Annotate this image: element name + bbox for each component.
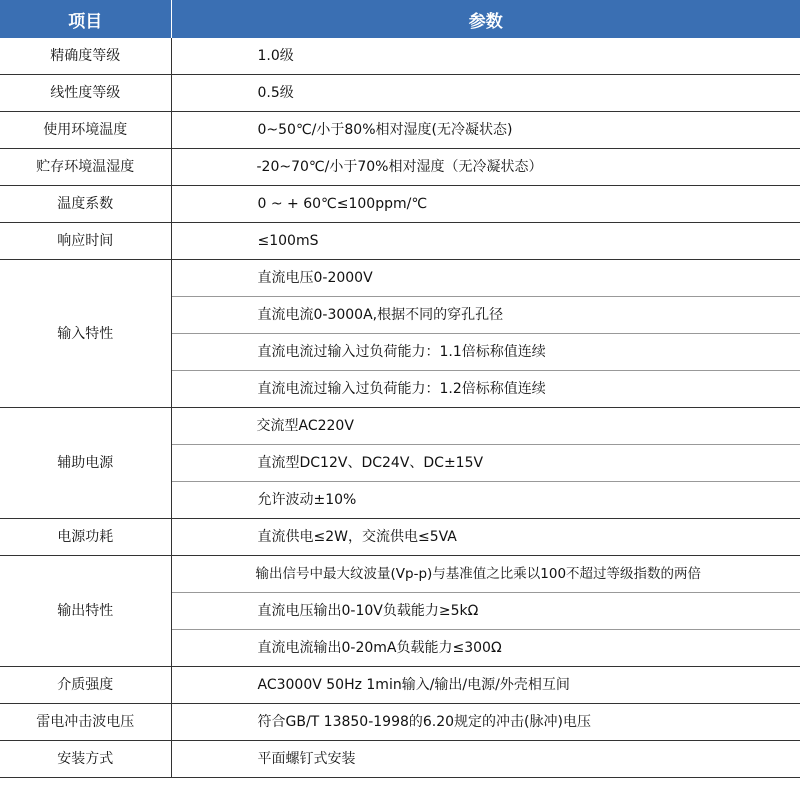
table-body bbox=[0, 38, 800, 778]
table-row bbox=[0, 223, 800, 260]
table-row bbox=[0, 408, 800, 445]
row-name-output: 输出特性 bbox=[0, 556, 171, 667]
row-value-input-2: 直流电流0-3000A,根据不同的穿孔孔径 bbox=[171, 297, 800, 334]
row-value-input-4: 直流电流过输入过负荷能力：1.2倍标称值连续 bbox=[171, 371, 800, 408]
row-name-storage-env: 贮存环境温湿度 bbox=[0, 149, 171, 186]
row-name-power-consumption: 电源功耗 bbox=[0, 519, 171, 556]
header-item: 项目 bbox=[0, 0, 171, 38]
row-value-mounting: 平面螺钉式安装 bbox=[171, 741, 800, 778]
row-value-output-2: 直流电压输出0-10V负载能力≥5kΩ bbox=[171, 593, 800, 630]
row-value-accuracy: 1.0级 bbox=[171, 38, 800, 75]
table-header bbox=[0, 0, 800, 38]
table-row bbox=[0, 260, 800, 297]
table-row bbox=[0, 186, 800, 223]
table-row bbox=[0, 112, 800, 149]
row-name-temp-coeff: 温度系数 bbox=[0, 186, 171, 223]
row-name-surge: 雷电冲击波电压 bbox=[0, 704, 171, 741]
row-value-temp-coeff: 0 ~ + 60℃≤100ppm/℃ bbox=[171, 186, 800, 223]
row-name-mounting: 安装方式 bbox=[0, 741, 171, 778]
table-row bbox=[0, 704, 800, 741]
header-param: 参数 bbox=[171, 0, 800, 38]
table-row bbox=[0, 741, 800, 778]
table-row bbox=[0, 667, 800, 704]
row-name-linearity: 线性度等级 bbox=[0, 75, 171, 112]
table-row bbox=[0, 556, 800, 593]
table-row bbox=[0, 38, 800, 75]
row-value-power-consumption: 直流供电≤2W，交流供电≤5VA bbox=[171, 519, 800, 556]
row-name-input: 输入特性 bbox=[0, 260, 171, 408]
row-name-accuracy: 精确度等级 bbox=[0, 38, 171, 75]
header-row bbox=[0, 0, 800, 38]
row-value-response-time: ≤100mS bbox=[171, 223, 800, 260]
row-value-aux-power-2: 直流型DC12V、DC24V、DC±15V bbox=[171, 445, 800, 482]
row-name-response-time: 响应时间 bbox=[0, 223, 171, 260]
table-row bbox=[0, 149, 800, 186]
row-value-operating-env: 0~50℃/小于80%相对湿度(无冷凝状态) bbox=[171, 112, 800, 149]
row-value-storage-env: -20~70℃/小于70%相对湿度（无冷凝状态） bbox=[171, 149, 800, 186]
row-value-input-1: 直流电压0-2000V bbox=[171, 260, 800, 297]
row-value-aux-power-3: 允许波动±10% bbox=[171, 482, 800, 519]
row-value-surge: 符合GB/T 13850-1998的6.20规定的冲击(脉冲)电压 bbox=[171, 704, 800, 741]
row-name-aux-power: 辅助电源 bbox=[0, 408, 171, 519]
row-name-operating-env: 使用环境温度 bbox=[0, 112, 171, 149]
row-value-output-3: 直流电流输出0-20mA负载能力≤300Ω bbox=[171, 630, 800, 667]
row-value-aux-power-1: 交流型AC220V bbox=[171, 408, 800, 445]
row-value-linearity: 0.5级 bbox=[171, 75, 800, 112]
row-value-output-1: 输出信号中最大纹波量(Vp-p)与基准值之比乘以100不超过等级指数的两倍 bbox=[171, 556, 800, 593]
table-row bbox=[0, 519, 800, 556]
table-row bbox=[0, 75, 800, 112]
row-value-input-3: 直流电流过输入过负荷能力：1.1倍标称值连续 bbox=[171, 334, 800, 371]
row-value-dielectric: AC3000V 50Hz 1min输入/输出/电源/外壳相互间 bbox=[171, 667, 800, 704]
row-name-dielectric: 介质强度 bbox=[0, 667, 171, 704]
